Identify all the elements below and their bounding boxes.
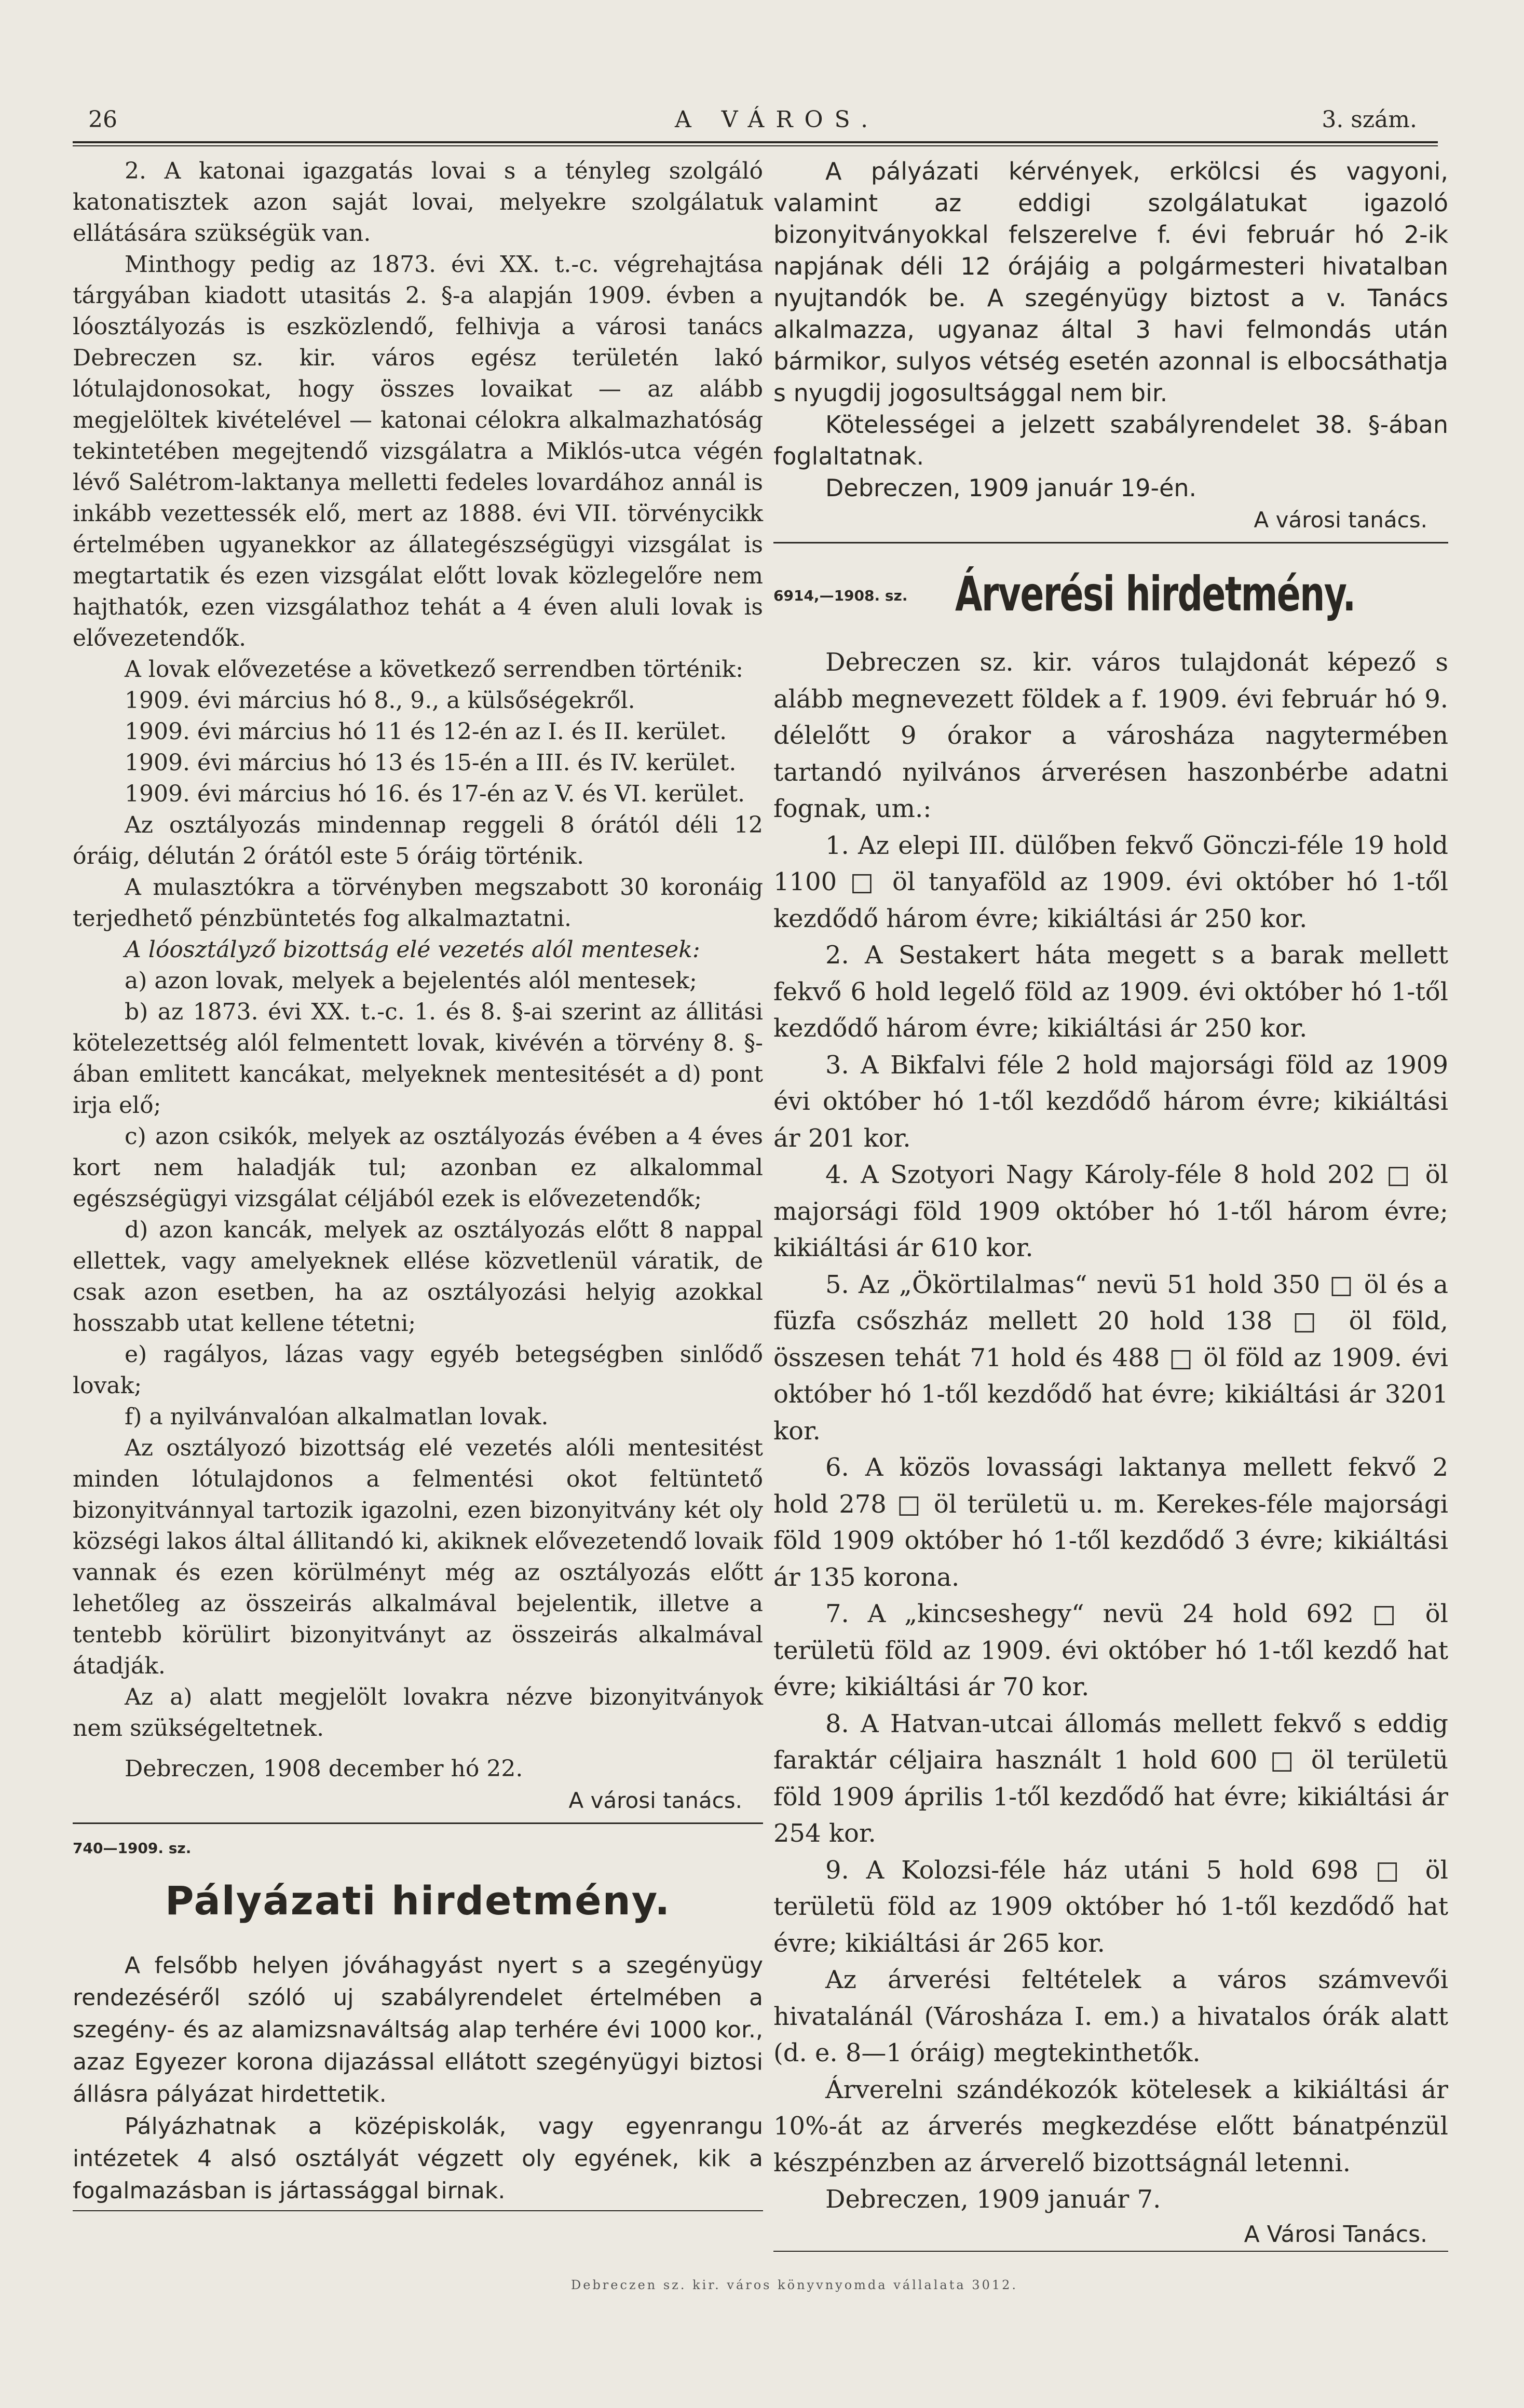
schedule-line: 1909. évi március hó 8., 9., a külsőségekről.: [125, 687, 635, 714]
exemption-item: b) az 1873. évi XX. t.-c. 1. és 8. §-ai szerint az állitási kötelezettség alól felmentett lovak, kivévén a törvény 8. §-ában emlitett kancákat, melyeknek mentesitését a d) pont irja elő;: [73, 999, 763, 1119]
auction-item: 2. A Sestakert háta megett s a barak mellett fekvő 6 hold legelő föld az 1909. évi október hó 1-től kezdődő három évre; kikiáltási ár 250 kor.: [773, 941, 1448, 1043]
exemption-item: a) azon lovak, melyek a bejelentés alól mentesek;: [125, 968, 697, 994]
notice-date: Debreczen, 1909 január 19-én.: [825, 474, 1197, 502]
section-rule: [773, 542, 1448, 543]
exemption-item: d) azon kancák, melyek az osztályozás előtt 8 nappal ellettek, vagy amelyeknek ellése közvetlenül váratik, de csak azon esetben, ha az osztályozási helyig azokkal hosszabb utat kellene tétetni;: [73, 1217, 763, 1337]
auction-item: 8. A Hatvan-utcai állomás mellett fekvő s eddig faraktár céljaira használt 1 hold 600 □ öl területü föld 1909 április 1-től kezdődő hat évre; kikiáltási ár 254 kor.: [773, 1709, 1448, 1848]
page-number: 26: [88, 106, 117, 133]
paragraph: Debreczen sz. kir. város tulajdonát képező s alább megnevezett földek a f. 1909. évi február hó 9. délelőtt 9 órakor a városháza nagytermében tartandó nyilvános árverésen haszonbérbe adatni fognak, um.:: [773, 648, 1448, 823]
right-column: [773, 156, 1448, 2259]
auction-item: 7. A „kincseshegy“ nevü 24 hold 692 □ öl területü föld az 1909. évi október hó 1-től kezdő hat évre; kikiáltási ár 70 kor.: [773, 1599, 1448, 1702]
printer-imprint: Debreczen sz. kir. város könyvnyomda vállalata 3012.: [571, 2278, 1018, 2292]
bottom-rule: [73, 2210, 763, 2211]
tender-title: Pályázati hirdetmény.: [165, 1878, 671, 1924]
paragraph: Az osztályozó bizottság elé vezetés alóli mentesitést minden lótulajdonos a felmentési okot feltüntető bizonyitvánnyal tartozik igazolni, ezen bizonyitvány két oly községi lakos által állitandó ki, akiknek elővezetendő lovaik vannak és ezen körülményt még az osztályozás előtt lehetőleg az összeirás alkalmával bejelentik, illetve a tentebb körülirt bizonyitványt az összeirás alkalmával átadják.: [73, 1435, 763, 1679]
auction-title: Árverési hirdetmény.: [955, 566, 1355, 622]
auction-item: 4. A Szotyori Nagy Károly-féle 8 hold 202 □ öl majorsági föld 1909 október hó 1-től három évre; kikiáltási ár 610 kor.: [773, 1160, 1448, 1262]
exemption-item: e) ragályos, lázas vagy egyéb betegségben sinlődő lovak;: [73, 1341, 763, 1399]
paragraph: Az árverési feltételek a város számvevői hivatalánál (Városháza I. em.) a hivatalos órák alatt (d. e. 8—1 óráig) megtekinthetők.: [773, 1965, 1448, 2067]
schedule-line: 1909. évi március hó 13 és 15-én a III. és IV. kerület.: [125, 750, 737, 776]
paragraph: Pályázhatnak a középiskolák, vagy egyenrangu intézetek 4 alsó osztályát végzett oly egyének, kik a fogalmazásban is jártassággal birnak.: [73, 2113, 763, 2204]
exemption-item: c) azon csikók, melyek az osztályozás évében a 4 éves kort nem haladják tul; azonban ez alkalommal egészségügyi vizsgálat céljából ezek is elővezetendők;: [73, 1123, 763, 1212]
notice-signature: A Városi Tanács.: [1244, 2221, 1427, 2248]
auction-item: 1. Az elepi III. dülőben fekvő Gönczi-féle 19 hold 1100 □ öl tanyaföld az 1909. évi október hó 1-től kezdődő három évre; kikiáltási ár 250 kor.: [773, 831, 1448, 933]
notice-signature: A városi tanács.: [1254, 507, 1427, 533]
reference-number: 740—1909. sz.: [73, 1840, 192, 1857]
header-rule: [73, 141, 1438, 143]
exemption-heading: A lóosztályző bizottság elé vezetés alól mentesek:: [125, 936, 700, 963]
paragraph: 2. A katonai igazgatás lovai s a tényleg szolgáló katonatisztek azon saját lovai, melyekre szolgálatuk ellátására szükségük van.: [73, 158, 763, 247]
auction-item: 3. A Bikfalvi féle 2 hold majorsági föld az 1909 évi október hó 1-től kezdődő három évre; kikiáltási ár 201 kor.: [773, 1050, 1448, 1153]
paragraph: Árverelni szándékozók kötelesek a kikiáltási ár 10%-át az árverés megkezdése előtt bánatpénzül készpénzben az árverelő bizottságnál letenni.: [773, 2075, 1448, 2178]
paragraph: A mulasztókra a törvényben megszabott 30 koronáig terjedhető pénzbüntetés fog alkalmaztatni.: [73, 874, 763, 932]
section-rule: [73, 1822, 763, 1824]
reference-number: 6914,—1908. sz.: [773, 587, 908, 604]
auction-item: 5. Az „Ökörtilalmas“ nevü 51 hold 350 □ öl és a füzfa csőszház mellett 20 hold 138 □ öl föld, összesen tehát 71 hold és 488 □ öl föld az 1909. évi október hó 1-től kezdődő hat évre; kikiáltási ár 3201 kor.: [773, 1270, 1448, 1446]
paragraph: A felsőbb helyen jóváhagyást nyert s a szegényügy rendezéséről szóló uj szabályrendelet értelmében a szegény- és az alamizsnaváltság alap terhére évi 1000 kor., azaz Egyezer korona dijazással ellátott szegényügyi biztosi állásra pályázat hirdettetik.: [73, 1952, 763, 2107]
issue-number: 3. szám.: [1322, 106, 1417, 133]
paragraph: Minthogy pedig az 1873. évi XX. t.-c. végrehajtása tárgyában kiadott utasitás 2. §-a alapján 1909. évben a lóosztályozás is eszközlendő, felhivja a városi tanács Debreczen sz. kir. város egész területén lakó lótulajdonosokat, hogy összes lovaikat — az alább megjelöltek kivételével — katonai célokra alkalmazhatóság tekintetében megejtendő vizsgálatra a Miklós-utca végén lévő Salétrom-laktanya melletti fedeles lovardához annál is inkább vezettessék elő, mert az 1888. évi VII. törvénycikk értelmében ugyanekkor az állategészségügyi vizsgálat is megtartatik és ezen vizsgálat előtt lovak közlegelőre nem hajthatók, ezen vizsgálathoz tehát a 4 éven aluli lovak is elővezetendők.: [73, 251, 763, 651]
paragraph: A pályázati kérvények, erkölcsi és vagyoni, valamint az eddigi szolgálatukat igazoló bizonyitványokkal felszerelve f. évi február hó 2-ik napjának déli 12 órájáig a polgármesteri hivatalban nyujtandók be. A szegényügy biztost a v. Tanács alkalmazza, ugyanaz által 3 havi felmondás után bármikor, sulyos vétség esetén azonnal is elbocsáthatja s nyugdij jogosultsággal nem bir.: [773, 157, 1448, 407]
bottom-rule: [773, 2251, 1448, 2252]
notice-signature: A városi tanács.: [568, 1788, 742, 1813]
notice-date: Debreczen, 1909 január 7.: [825, 2185, 1161, 2214]
notice-date: Debreczen, 1908 december hó 22.: [125, 1756, 523, 1782]
paragraph: Az osztályozás mindennap reggeli 8 órától déli 12 óráig, délután 2 órától este 5 óráig történik.: [73, 812, 763, 869]
page-header: [88, 106, 1417, 138]
paragraph: Kötelességei a jelzett szabályrendelet 38. §-ában foglaltatnak.: [773, 411, 1448, 470]
header-rule-thin: [73, 145, 1438, 146]
left-column: [73, 156, 763, 2219]
paragraph: A lovak elővezetése a következő serrendben történik:: [125, 656, 743, 683]
newspaper-title: A VÁROS.: [675, 106, 880, 133]
schedule-line: 1909. évi március hó 16. és 17-én az V. és VI. kerület.: [125, 781, 745, 807]
exemption-item: f) a nyilvánvalóan alkalmatlan lovak.: [125, 1404, 549, 1430]
auction-header: [773, 551, 1448, 644]
auction-item: 9. A Kolozsi-féle ház utáni 5 hold 698 □ öl területü föld az 1909 október hó 1-től kezdődő hat évre; kikiáltási ár 265 kor.: [773, 1855, 1448, 1958]
schedule-line: 1909. évi március hó 11 és 12-én az I. és II. kerület.: [125, 718, 727, 745]
auction-item: 6. A közös lovassági laktanya mellett fekvő 2 hold 278 □ öl területü u. m. Kerekes-féle majorsági föld 1909 október hó 1-től kezdődő 3 évre; kikiáltási ár 135 korona.: [773, 1453, 1448, 1592]
paragraph: Az a) alatt megjelölt lovakra nézve bizonyitványok nem szükségeltetnek.: [73, 1684, 763, 1742]
